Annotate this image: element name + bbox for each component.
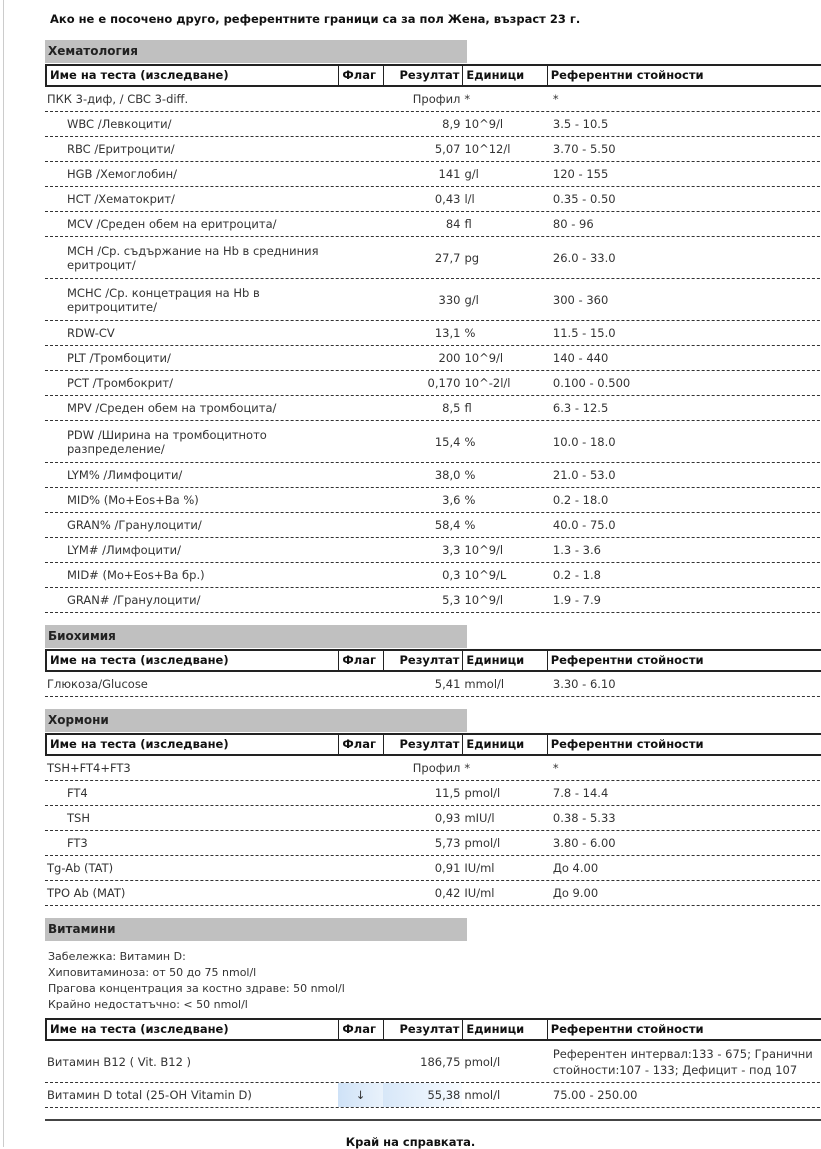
table-row	[45, 421, 821, 463]
test-units: 10^12/l	[464, 142, 511, 156]
test-reference: До 9.00	[552, 886, 599, 900]
note-line: Крайно недостатъчно: < 50 nmol/l	[48, 998, 248, 1011]
section-title: Хормони	[45, 709, 467, 732]
header-reference: Референтни стойности	[550, 653, 704, 667]
test-reference: 0.100 - 0.500	[552, 376, 631, 390]
table-row	[45, 112, 821, 137]
test-result: 84	[445, 217, 461, 231]
section-title: Биохимия	[45, 625, 467, 648]
test-result: 5,3	[442, 593, 461, 607]
flag-cell	[338, 421, 383, 462]
flag-cell	[338, 112, 383, 136]
test-result: Профил	[412, 92, 461, 106]
test-reference: Референтен интервал:133 - 675; Гранични стойности:107 - 133; Дефицит - под 107	[552, 1046, 813, 1077]
test-reference: 300 - 360	[552, 292, 609, 307]
test-name: PLT /Тромбоцити/	[67, 351, 171, 365]
test-reference: 3.5 - 10.5	[552, 117, 609, 131]
table-row	[45, 831, 821, 856]
test-name: TPO Ab (MAT)	[47, 886, 126, 900]
end-divider	[45, 1119, 821, 1121]
test-reference: 1.3 - 3.6	[552, 543, 601, 557]
test-reference: *	[552, 761, 559, 775]
test-reference: 11.5 - 15.0	[552, 326, 616, 340]
test-reference: 3.80 - 6.00	[552, 836, 616, 850]
test-result: 0,43	[434, 192, 461, 206]
test-name: Витамин B12 ( Vit. B12 )	[47, 1054, 192, 1069]
test-reference: 10.0 - 18.0	[552, 434, 616, 449]
test-units: %	[464, 468, 476, 482]
test-result: 55,38	[383, 1083, 463, 1107]
test-name: TSH	[67, 811, 90, 825]
flag-cell	[338, 396, 383, 420]
test-result: 141	[438, 167, 461, 181]
test-reference: 0.35 - 0.50	[552, 192, 616, 206]
header-units: Единици	[463, 735, 547, 754]
test-units: %	[464, 326, 476, 340]
flag-cell	[338, 212, 383, 236]
test-units: pmol/l	[464, 786, 501, 800]
flag-cell	[338, 87, 383, 111]
note-line: Прагова концентрация за костно здраве: 50 nmol/l	[48, 982, 345, 995]
table-row	[45, 588, 821, 613]
flag-cell	[338, 513, 383, 537]
table-row	[45, 781, 821, 806]
test-name: MCV /Среден обем на еритроцита/	[67, 217, 277, 231]
test-reference: 0.2 - 1.8	[552, 568, 601, 582]
test-reference: *	[552, 92, 559, 106]
test-name: Tg-Ab (TAT)	[47, 861, 114, 875]
table-row	[45, 856, 821, 881]
table-row	[45, 396, 821, 421]
test-name: HGB /Хемоглобин/	[67, 167, 178, 181]
test-name: FT4	[67, 786, 88, 800]
table-row	[45, 672, 821, 697]
test-name: MID% (Mo+Eos+Ba %)	[67, 493, 199, 507]
test-name: RBC /Еритроцити/	[67, 142, 175, 156]
header-units: Единици	[463, 651, 547, 670]
table-header	[45, 649, 821, 672]
table-row	[45, 806, 821, 831]
header-result: Резултат	[384, 651, 463, 670]
test-units: pg	[464, 250, 480, 265]
table-row	[45, 162, 821, 187]
test-result: 15,4	[434, 434, 461, 449]
flag-cell	[338, 279, 383, 320]
test-name: MCH /Ср. съдържание на Hb в средниния еритроцит/	[67, 243, 319, 272]
header-name: Име на теста (изследване)	[47, 1020, 339, 1039]
test-units: IU/ml	[464, 861, 495, 875]
test-units: %	[464, 434, 476, 449]
test-name: FT3	[67, 836, 88, 850]
table-row	[45, 881, 821, 906]
flag-low-arrow-icon: ↓	[338, 1083, 383, 1107]
header-units: Единици	[463, 1020, 547, 1039]
test-reference: 26.0 - 33.0	[552, 250, 616, 265]
table-row	[45, 237, 821, 279]
flag-cell	[338, 781, 383, 805]
section-notes	[45, 941, 821, 1017]
table-row	[45, 346, 821, 371]
test-name: HCT /Хематокрит/	[67, 192, 175, 206]
table-row	[45, 279, 821, 321]
test-reference: До 4.00	[552, 861, 599, 875]
section-title: Витамини	[45, 918, 467, 941]
test-result: 186,75	[420, 1054, 461, 1069]
flag-cell	[338, 237, 383, 278]
flag-cell	[338, 672, 383, 696]
test-units: 10^9/L	[464, 568, 507, 582]
test-units: mIU/l	[464, 811, 495, 825]
test-result: 13,1	[434, 326, 461, 340]
test-reference: 6.3 - 12.5	[552, 401, 609, 415]
header-result: Резултат	[384, 1020, 463, 1039]
header-name: Име на теста (изследване)	[47, 651, 339, 670]
flag-cell	[338, 346, 383, 370]
test-units: 10^9/l	[464, 351, 504, 365]
flag-cell	[338, 756, 383, 780]
test-reference: 3.70 - 5.50	[552, 142, 616, 156]
report-end-text: Край на справката.	[345, 1135, 476, 1149]
table-row	[45, 488, 821, 513]
flag-cell	[338, 806, 383, 830]
test-units: pmol/l	[464, 1054, 501, 1069]
test-reference: 1.9 - 7.9	[552, 593, 601, 607]
test-units: fl	[464, 401, 472, 415]
table-row	[45, 212, 821, 237]
table-row	[45, 137, 821, 162]
reference-note: Ако не е посочено друго, референтните граници са за пол Жена, възраст 23 г.	[50, 12, 581, 26]
test-name: PCT /Тромбокрит/	[67, 376, 173, 390]
test-reference: 0.38 - 5.33	[552, 811, 616, 825]
test-units: *	[464, 92, 471, 106]
flag-cell	[338, 588, 383, 612]
test-reference: 40.0 - 75.0	[552, 518, 616, 532]
flag-cell	[338, 881, 383, 905]
test-units: l/l	[464, 192, 475, 206]
test-reference: 0.2 - 18.0	[552, 493, 609, 507]
table-row	[45, 87, 821, 112]
header-flag: Флаг	[339, 651, 384, 670]
test-result: 200	[438, 351, 461, 365]
test-units: nmol/l	[464, 1088, 501, 1102]
table-row	[45, 463, 821, 488]
test-name: WBC /Левкоцити/	[67, 117, 172, 131]
section-title: Хематология	[45, 40, 467, 63]
test-reference: 75.00 - 250.00	[552, 1088, 638, 1102]
flag-cell	[338, 538, 383, 562]
header-reference: Референтни стойности	[550, 737, 704, 751]
test-result: 330	[438, 292, 461, 307]
table-row	[45, 187, 821, 212]
flag-cell	[338, 856, 383, 880]
flag-cell	[338, 187, 383, 211]
test-name: RDW-CV	[67, 326, 115, 340]
table-row	[45, 563, 821, 588]
table-header	[45, 64, 821, 87]
test-result: 5,07	[434, 142, 461, 156]
test-units: *	[464, 761, 471, 775]
table-row	[45, 1041, 821, 1083]
test-name: TSH+FT4+FT3	[47, 761, 131, 775]
test-reference: 7.8 - 14.4	[552, 786, 609, 800]
test-units: %	[464, 493, 476, 507]
flag-cell	[338, 463, 383, 487]
test-name: Витамин D total (25-OH Vitamin D)	[47, 1088, 252, 1102]
test-reference: 120 - 155	[552, 167, 609, 181]
test-result: 5,41	[434, 677, 461, 691]
test-result: 27,7	[434, 250, 461, 265]
table-row	[45, 513, 821, 538]
table-header	[45, 733, 821, 756]
page-border	[3, 0, 4, 1147]
note-line: Хиповитаминоза: от 50 до 75 nmol/l	[48, 966, 257, 979]
test-units: pmol/l	[464, 836, 501, 850]
test-units: 10^9/l	[464, 593, 504, 607]
flag-cell	[338, 1041, 383, 1082]
test-name: MPV /Среден обем на тромбоцита/	[67, 401, 277, 415]
test-units: mmol/l	[464, 677, 505, 691]
test-units: 10^9/l	[464, 117, 504, 131]
results-report	[45, 40, 821, 1108]
test-name: GRAN% /Гранулоцити/	[67, 518, 202, 532]
test-result: Профил	[412, 761, 461, 775]
test-name: Глюкоза/Glucose	[47, 677, 148, 691]
test-name: PDW /Ширина на тромбоцитното разпределение/	[67, 427, 267, 456]
test-reference: 21.0 - 53.0	[552, 468, 616, 482]
test-result: 0,170	[427, 376, 461, 390]
test-result: 3,6	[442, 493, 461, 507]
test-reference: 3.30 - 6.10	[552, 677, 616, 691]
test-name: ПКК 3-диф, / CBC 3-diff.	[47, 92, 189, 106]
table-header	[45, 1018, 821, 1041]
test-result: 3,3	[442, 543, 461, 557]
test-name: LYM% /Лимфоцити/	[67, 468, 183, 482]
test-result: 0,3	[442, 568, 461, 582]
test-units: %	[464, 518, 476, 532]
test-result: 58,4	[434, 518, 461, 532]
test-result: 11,5	[434, 786, 461, 800]
flag-cell	[338, 831, 383, 855]
test-result: 5,73	[434, 836, 461, 850]
test-result: 0,91	[434, 861, 461, 875]
flag-cell	[338, 563, 383, 587]
header-result: Резултат	[384, 735, 463, 754]
header-flag: Флаг	[339, 66, 384, 85]
test-reference: 80 - 96	[552, 217, 594, 231]
table-row	[45, 321, 821, 346]
header-reference: Референтни стойности	[550, 1022, 704, 1036]
flag-cell	[338, 371, 383, 395]
test-units: IU/ml	[464, 886, 495, 900]
test-units: 10^9/l	[464, 543, 504, 557]
table-row	[45, 1083, 821, 1108]
test-units: fl	[464, 217, 472, 231]
table-row	[45, 756, 821, 781]
test-name: GRAN# /Гранулоцити/	[67, 593, 201, 607]
note-line: Забележка: Витамин D:	[48, 950, 186, 963]
test-name: MCHC /Ср. концетрация на Hb в еритроцитите/	[67, 285, 260, 314]
header-flag: Флаг	[339, 735, 384, 754]
test-name: LYM# /Лимфоцити/	[67, 543, 182, 557]
test-units: 10^-2l/l	[464, 376, 511, 390]
test-result: 0,42	[434, 886, 461, 900]
header-units: Единици	[463, 66, 547, 85]
header-flag: Флаг	[339, 1020, 384, 1039]
test-result: 8,5	[442, 401, 461, 415]
header-name: Име на теста (изследване)	[47, 735, 339, 754]
header-name: Име на теста (изследване)	[47, 66, 339, 85]
table-row	[45, 538, 821, 563]
test-reference: 140 - 440	[552, 351, 609, 365]
header-reference: Референтни стойности	[550, 68, 704, 82]
test-name: MID# (Mo+Eos+Ba бр.)	[67, 568, 205, 582]
flag-cell	[338, 488, 383, 512]
test-result: 0,93	[434, 811, 461, 825]
header-result: Резултат	[384, 66, 463, 85]
flag-cell	[338, 162, 383, 186]
table-row	[45, 371, 821, 396]
flag-cell	[338, 137, 383, 161]
test-result: 38,0	[434, 468, 461, 482]
flag-cell	[338, 321, 383, 345]
test-units: g/l	[464, 167, 479, 181]
test-result: 8,9	[442, 117, 461, 131]
test-units: g/l	[464, 292, 479, 307]
